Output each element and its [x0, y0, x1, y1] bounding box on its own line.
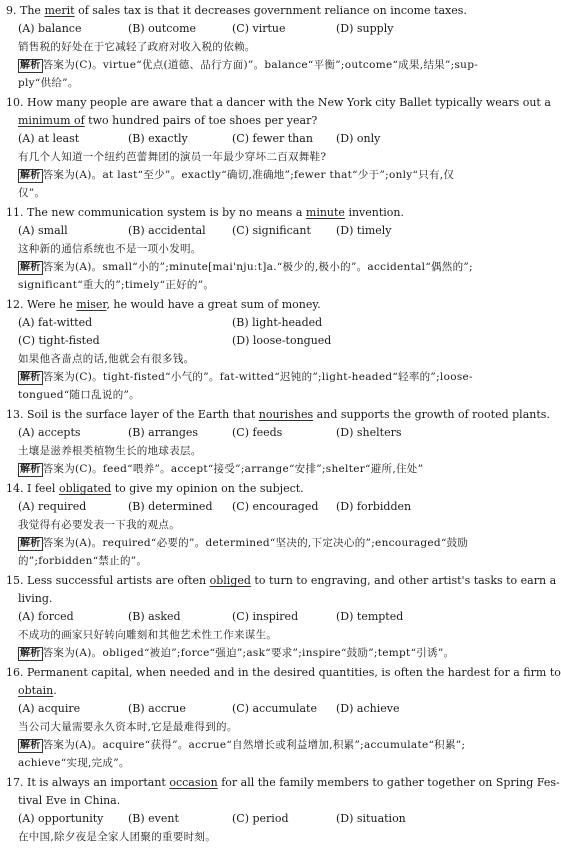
question-11-explanation: 解析 答案为(A)。small“小的”;minute[mai'njuːt]a.“极少的,极小的”。accidental“偶然的”;: [20, 261, 473, 273]
question-14-explanation-cont: 的”;forbidden“禁止的”。: [18, 555, 148, 567]
option-d: (D) timely: [336, 224, 392, 237]
option-c: (C) tight-fisted: [18, 334, 100, 347]
option-b: (B) accrue: [128, 702, 186, 715]
option-d: (D) situation: [336, 812, 406, 825]
question-12-options-row2: [18, 332, 522, 350]
option-c: (C) encouraged: [232, 500, 319, 513]
option-b: (B) outcome: [128, 22, 197, 35]
question-11-stem: 11. The new communication system is by no means a minute invention.: [6, 206, 405, 219]
question-17-stem-cont: tival Eve in China.: [18, 794, 121, 807]
analysis-tag: 解析: [20, 538, 41, 549]
question-17-translation: 在中国,除夕夜是全家人团聚的重要时刻。: [18, 831, 217, 843]
option-c: (C) period: [232, 812, 289, 825]
question-9-translation: 销售税的好处在于它减轻了政府对收入税的依赖。: [18, 41, 256, 53]
option-d: (D) forbidden: [336, 500, 412, 513]
question-16-translation: 当公司大量需要永久资本时,它是最难得到的。: [18, 721, 238, 733]
question-number: 17.: [6, 776, 24, 789]
option-a: (A) small: [18, 224, 68, 237]
option-c: (C) virtue: [232, 22, 286, 35]
question-15-stem: 15. Less successful artists are often obliged to turn to engraving, and other artist's tasks to earn a: [6, 574, 557, 587]
question-14-stem: 14. I feel obligated to give my opinion on the subject.: [6, 482, 304, 495]
question-10-stem-cont: minimum of two hundred pairs of toe shoes per year?: [18, 114, 318, 127]
question-11-explanation-cont: significant“重大的”;timely“正好的”。: [18, 279, 215, 291]
question-number: 16.: [6, 666, 24, 679]
question-13-stem: 13. Soil is the surface layer of the Earth that nourishes and supports the growth of rooted plants.: [6, 408, 550, 421]
question-13-translation: 土壤是滋养根类植物生长的地球表层。: [18, 445, 202, 457]
analysis-tag: 解析: [20, 740, 41, 751]
question-16-options: [18, 700, 522, 718]
option-a: (A) at least: [18, 132, 80, 145]
option-c: (C) fewer than: [232, 132, 313, 145]
option-d: (D) supply: [336, 22, 394, 35]
key-word: minute: [305, 206, 345, 219]
option-b: (B) asked: [128, 610, 181, 623]
question-15-stem-cont: living.: [18, 592, 53, 605]
question-number: 12.: [6, 298, 24, 311]
question-number: 9.: [6, 4, 17, 17]
option-a: (A) required: [18, 500, 87, 513]
question-number: 14.: [6, 482, 24, 495]
question-15-translation: 不成功的画家只好转向雕刻和其他艺术性工作来谋生。: [18, 629, 278, 641]
option-a: (A) balance: [18, 22, 82, 35]
question-15-explanation: 解析 答案为(A)。obliged“被迫”;force“强迫”;ask“要求”;inspire“鼓励”;tempt“引诱”。: [20, 647, 455, 659]
question-number: 10.: [6, 96, 24, 109]
key-word: obliged: [209, 574, 251, 587]
option-c: (C) inspired: [232, 610, 299, 623]
option-b: (B) arranges: [128, 426, 199, 439]
question-10-explanation-cont: 仅”。: [18, 187, 46, 199]
option-a: (A) opportunity: [18, 812, 104, 825]
question-number: 11.: [6, 206, 24, 219]
question-12-options-row1: [18, 314, 522, 332]
option-b: (B) event: [128, 812, 179, 825]
key-word: occasion: [169, 776, 218, 789]
option-b: (B) accidental: [128, 224, 206, 237]
question-9-explanation-cont: ply“供给”。: [18, 77, 79, 89]
question-14-translation: 我觉得有必要发表一下我的观点。: [18, 519, 180, 531]
question-16-explanation: 解析 答案为(A)。acquire“获得”。accrue“自然增长或利益增加,积累”;accumulate“积累”;: [20, 739, 466, 751]
question-number: 13.: [6, 408, 24, 421]
option-c: (C) significant: [232, 224, 311, 237]
key-word: miser: [76, 298, 107, 311]
key-word: obtain: [18, 684, 54, 697]
question-12-stem: 12. Were he miser, he would have a great sum of money.: [6, 298, 321, 311]
question-16-explanation-cont: achieve“实现,完成”。: [18, 757, 130, 769]
question-number: 15.: [6, 574, 24, 587]
question-10-options: [18, 130, 522, 148]
analysis-tag: 解析: [20, 60, 41, 71]
option-b: (B) exactly: [128, 132, 188, 145]
key-word: obligated: [58, 482, 112, 495]
option-d: (D) tempted: [336, 610, 404, 623]
question-10-explanation: 解析 答案为(A)。at last“至少”。exactly“确切,准确地”;fewer that“少于”;only“只有,仅: [20, 169, 455, 181]
key-word: nourishes: [258, 408, 314, 421]
question-10-translation: 有几个人知道一个纽约芭蕾舞团的演员一年最少穿坏二百双舞鞋?: [18, 151, 327, 163]
analysis-tag: 解析: [20, 170, 41, 181]
question-16-stem: 16. Permanent capital, when needed and in the desired quantities, is often the hardest for a firm to: [6, 666, 561, 679]
question-16-stem-cont: obtain.: [18, 684, 57, 697]
option-c: (C) feeds: [232, 426, 283, 439]
question-12-explanation: 解析 答案为(C)。tight-fisted“小气的”。fat-witted“迟钝的”;light-headed“轻率的”;loose-: [20, 371, 473, 383]
option-b: (B) light-headed: [232, 316, 323, 329]
analysis-tag: 解析: [20, 464, 41, 475]
option-d: (D) loose-tongued: [232, 334, 332, 347]
option-a: (A) acquire: [18, 702, 81, 715]
option-c: (C) accumulate: [232, 702, 317, 715]
option-a: (A) fat-witted: [18, 316, 93, 329]
question-12-translation: 如果他吝啬点的话,他就会有很多钱。: [18, 353, 195, 365]
analysis-tag: 解析: [20, 372, 41, 383]
option-d: (D) only: [336, 132, 381, 145]
analysis-tag: 解析: [20, 262, 41, 273]
question-10-stem: 10. How many people are aware that a dancer with the New York city Ballet typically wears out a: [6, 96, 551, 109]
key-word: merit: [44, 4, 75, 17]
question-13-options: [18, 424, 522, 442]
question-15-options: [18, 608, 522, 626]
question-11-options: [18, 222, 522, 240]
option-b: (B) determined: [128, 500, 213, 513]
question-14-explanation: 解析 答案为(A)。required“必要的”。determined“坚决的,下定决心的”;encouraged“鼓励: [20, 537, 469, 549]
question-11-translation: 这种新的通信系统也不是一项小发明。: [18, 243, 202, 255]
question-14-options: [18, 498, 522, 516]
question-17-stem: 17. It is always an important occasion for all the family members to gather together on Spring Fes-: [6, 776, 560, 789]
key-word: minimum of: [18, 114, 85, 127]
question-9-options: [18, 20, 522, 38]
question-9-explanation: 解析 答案为(C)。virtue“优点(道德、品行方面)”。balance“平衡”;outcome“成果,结果”;sup-: [20, 59, 479, 71]
question-17-options: [18, 810, 522, 828]
option-a: (A) accepts: [18, 426, 81, 439]
option-a: (A) forced: [18, 610, 74, 623]
option-d: (D) achieve: [336, 702, 400, 715]
option-d: (D) shelters: [336, 426, 402, 439]
question-9-stem: 9. The merit of sales tax is that it decreases government reliance on income taxes.: [6, 4, 467, 17]
question-12-explanation-cont: tongued“随口乱说的”。: [18, 389, 140, 401]
analysis-tag: 解析: [20, 648, 41, 659]
question-13-explanation: 解析 答案为(C)。feed“喂养”。accept“接受”;arrange“安排”;shelter“避所,住处”: [20, 463, 424, 475]
